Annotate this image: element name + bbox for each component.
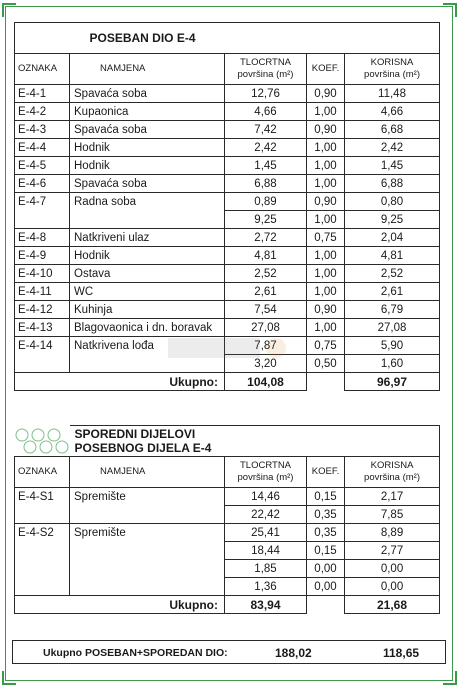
cell-code: E-4-2 (15, 103, 70, 121)
cell-name: Hodnik (70, 157, 225, 175)
cell-coef: 1,00 (307, 139, 345, 157)
cell-gross: 1,85 (225, 560, 307, 578)
cell-gross: 27,08 (225, 319, 307, 337)
section1-title-row (15, 23, 440, 54)
table-row (15, 157, 440, 175)
cell-net: 2,42 (345, 139, 440, 157)
cell-name (70, 542, 225, 560)
cell-net: 6,88 (345, 175, 440, 193)
section2-title (70, 426, 440, 457)
cell-net: 1,45 (345, 157, 440, 175)
cell-gross: 7,42 (225, 121, 307, 139)
section2-total-net: 21,68 (345, 596, 440, 614)
cell-coef: 0,00 (307, 560, 345, 578)
section1-total-net: 96,97 (345, 373, 440, 391)
s2-header-name: NAMJENA (70, 457, 225, 488)
cell-code: E-4-S1 (15, 488, 70, 506)
cell-coef: 0,75 (307, 337, 345, 355)
cell-code (15, 560, 70, 578)
section1-title-pattern (15, 23, 70, 54)
table-row (15, 488, 440, 506)
cell-gross: 2,61 (225, 283, 307, 301)
watermark-logo (168, 330, 288, 366)
frame-corner-tl (2, 3, 16, 17)
table-row (15, 283, 440, 301)
cell-code (15, 542, 70, 560)
cell-coef: 1,00 (307, 283, 345, 301)
s2-header-gross (225, 457, 307, 488)
cell-code: E-4-3 (15, 121, 70, 139)
table-row (15, 103, 440, 121)
cell-code: E-4-10 (15, 265, 70, 283)
section1-total-row (15, 373, 440, 391)
cell-coef: 0,50 (307, 355, 345, 373)
s2-header-gross-line1: TLOCRTNA (239, 460, 292, 471)
cell-code: E-4-14 (15, 337, 70, 355)
frame-corner-tr (443, 3, 457, 17)
cell-name: Radna soba (70, 193, 225, 211)
section2-total-row (15, 596, 440, 614)
cell-coef: 1,00 (307, 211, 345, 229)
cell-code (15, 578, 70, 596)
cell-name: Ostava (70, 265, 225, 283)
cell-coef: 0,90 (307, 193, 345, 211)
header-gross (225, 54, 307, 85)
cell-net: 5,90 (345, 337, 440, 355)
cell-coef: 0,75 (307, 229, 345, 247)
table-row (15, 301, 440, 319)
cell-coef: 0,15 (307, 542, 345, 560)
cell-coef: 1,00 (307, 265, 345, 283)
cell-net: 2,52 (345, 265, 440, 283)
s2-header-net (345, 457, 440, 488)
cell-gross: 7,54 (225, 301, 307, 319)
s2-header-gross-line2: površina (m²) (237, 472, 294, 483)
cell-gross: 1,36 (225, 578, 307, 596)
cell-coef: 1,00 (307, 247, 345, 265)
cell-coef: 0,90 (307, 301, 345, 319)
cell-gross: 14,46 (225, 488, 307, 506)
section2-title-line1: SPOREDNI DIJELOVI (74, 427, 196, 441)
s2-header-net-line2: površina (m²) (364, 472, 420, 483)
frame-corner-br (443, 671, 457, 685)
cell-gross: 2,42 (225, 139, 307, 157)
cell-code: E-4-7 (15, 193, 70, 211)
cell-gross: 4,81 (225, 247, 307, 265)
cell-code: E-4-8 (15, 229, 70, 247)
s2-header-code: OZNAKA (15, 457, 70, 488)
cell-coef: 0,35 (307, 524, 345, 542)
cell-coef: 0,35 (307, 506, 345, 524)
cell-gross: 4,66 (225, 103, 307, 121)
cell-gross: 7,87 (225, 337, 307, 355)
grand-total-gross: 188,02 (275, 646, 312, 660)
cell-code: E-4-1 (15, 85, 70, 103)
cell-net: 7,85 (345, 506, 440, 524)
header-gross-line1: TLOCRTNA (239, 57, 292, 68)
section1-total-gap (307, 373, 345, 391)
cell-name: Spavaća soba (70, 121, 225, 139)
cell-name (70, 211, 225, 229)
cell-net: 4,81 (345, 247, 440, 265)
table-row (15, 193, 440, 211)
cell-net: 6,68 (345, 121, 440, 139)
table-row (15, 85, 440, 103)
cell-name: Kuhinja (70, 301, 225, 319)
table-row (15, 247, 440, 265)
cell-code: E-4-S2 (15, 524, 70, 542)
s2-header-net-line1: KORISNA (370, 460, 414, 471)
cell-gross: 12,76 (225, 85, 307, 103)
section2-table (14, 425, 440, 614)
cell-code (15, 506, 70, 524)
cell-name: Spremište (70, 488, 225, 506)
cell-net: 9,25 (345, 211, 440, 229)
cell-name: Natkrivena lođa (70, 337, 225, 355)
section2-total-gap (307, 596, 345, 614)
grand-total-box (12, 640, 446, 664)
cell-net: 0,80 (345, 193, 440, 211)
cell-code (15, 355, 70, 373)
cell-net: 6,79 (345, 301, 440, 319)
cell-code: E-4-12 (15, 301, 70, 319)
cell-net: 0,00 (345, 560, 440, 578)
table-row (15, 506, 440, 524)
cell-net: 0,00 (345, 578, 440, 596)
section2-total-gross: 83,94 (225, 596, 307, 614)
header-net-line2: površina (m²) (364, 69, 420, 80)
cell-net: 8,89 (345, 524, 440, 542)
section2-total-label: Ukupno: (15, 596, 225, 614)
table-row (15, 578, 440, 596)
section1-title: POSEBAN DIO E-4 (70, 23, 440, 54)
cell-gross: 9,25 (225, 211, 307, 229)
cell-coef: 1,00 (307, 103, 345, 121)
cell-code (15, 211, 70, 229)
table-row (15, 139, 440, 157)
section2-title-row (15, 426, 440, 457)
section2-title-pattern-cell (15, 426, 70, 457)
cell-net: 1,60 (345, 355, 440, 373)
table-row (15, 175, 440, 193)
cell-net: 2,61 (345, 283, 440, 301)
cell-gross: 22,42 (225, 506, 307, 524)
cell-gross: 2,72 (225, 229, 307, 247)
cell-coef: 1,00 (307, 157, 345, 175)
cell-net: 27,08 (345, 319, 440, 337)
cell-net: 4,66 (345, 103, 440, 121)
cell-name: Hodnik (70, 247, 225, 265)
cell-code: E-4-9 (15, 247, 70, 265)
cell-gross: 1,45 (225, 157, 307, 175)
frame-corner-bl (2, 671, 16, 685)
cell-name (70, 578, 225, 596)
cell-name: WC (70, 283, 225, 301)
cell-code: E-4-5 (15, 157, 70, 175)
header-name: NAMJENA (70, 54, 225, 85)
cell-code: E-4-13 (15, 319, 70, 337)
cell-net: 2,77 (345, 542, 440, 560)
section1-header-row (15, 54, 440, 85)
cell-coef: 0,90 (307, 85, 345, 103)
table-row (15, 229, 440, 247)
cell-code: E-4-11 (15, 283, 70, 301)
cell-code: E-4-6 (15, 175, 70, 193)
cell-coef: 1,00 (307, 175, 345, 193)
cell-net: 2,04 (345, 229, 440, 247)
table-row (15, 211, 440, 229)
table-row (15, 121, 440, 139)
cell-net: 11,48 (345, 85, 440, 103)
cell-name: Hodnik (70, 139, 225, 157)
cell-gross: 25,41 (225, 524, 307, 542)
cell-gross: 0,89 (225, 193, 307, 211)
section1-total-label: Ukupno: (15, 373, 225, 391)
cell-name (70, 506, 225, 524)
header-net-line1: KORISNA (370, 57, 414, 68)
cell-gross: 6,88 (225, 175, 307, 193)
cell-name: Blagovaonica i dn. boravak (70, 319, 225, 337)
s2-header-coef: KOEF. (307, 457, 345, 488)
cell-name: Spremište (70, 524, 225, 542)
header-gross-line2: površina (m²) (237, 69, 294, 80)
cell-name: Kupaonica (70, 103, 225, 121)
table-row (15, 265, 440, 283)
cell-gross: 3,20 (225, 355, 307, 373)
grand-total-net: 118,65 (383, 646, 420, 660)
cell-name: Spavaća soba (70, 85, 225, 103)
cell-name (70, 560, 225, 578)
section2-body (15, 488, 440, 596)
cell-name: Spavaća soba (70, 175, 225, 193)
header-coef: KOEF. (307, 54, 345, 85)
cell-coef: 0,15 (307, 488, 345, 506)
cell-name: Natkriveni ulaz (70, 229, 225, 247)
grand-total-label: Ukupno POSEBAN+SPOREDAN DIO: (43, 647, 228, 659)
cell-gross: 2,52 (225, 265, 307, 283)
table-row (15, 542, 440, 560)
section1-total-gross: 104,08 (225, 373, 307, 391)
cell-gross: 18,44 (225, 542, 307, 560)
section2-title-line2: POSEBNOG DIJELA E-4 (74, 441, 212, 455)
cell-code: E-4-4 (15, 139, 70, 157)
cell-coef: 1,00 (307, 319, 345, 337)
section2-header-row (15, 457, 440, 488)
cell-net: 2,17 (345, 488, 440, 506)
cell-coef: 0,00 (307, 578, 345, 596)
header-code: OZNAKA (15, 54, 70, 85)
header-net (345, 54, 440, 85)
table-row (15, 560, 440, 578)
cell-coef: 0,90 (307, 121, 345, 139)
table-row (15, 524, 440, 542)
